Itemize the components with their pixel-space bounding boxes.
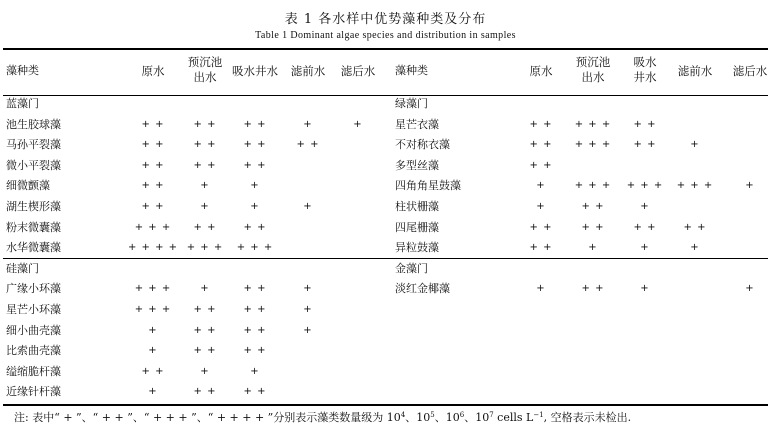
left-row-name: 硅藻门	[6, 261, 39, 275]
right-row-value: +	[536, 201, 546, 212]
right-row-name: 不对称衣藻	[395, 138, 450, 152]
right-row-name: 多型丝藻	[395, 158, 439, 172]
left-row-name: 池生胶球藻	[6, 117, 61, 131]
right-row-value: + +	[529, 118, 553, 130]
note-exp-7: 7	[489, 411, 494, 419]
left-row-value: + + +	[186, 242, 224, 254]
left-row-value: + +	[193, 345, 217, 357]
right-row-value: + +	[633, 139, 657, 151]
left-row-value: + +	[141, 139, 165, 151]
right-row-name: 柱状栅藻	[395, 200, 439, 213]
right-row-value: + +	[529, 242, 553, 254]
left-row-value: + +	[243, 118, 267, 130]
right-row-name: 四尾栅藻	[395, 220, 439, 234]
left-row-value: +	[200, 365, 210, 377]
note-exp-6: 6	[459, 411, 465, 419]
right-row-value: + +	[529, 221, 553, 233]
right-row-value: +	[588, 242, 598, 254]
note-sep-1: 、10	[405, 411, 431, 424]
left-row-name: 马孙平裂藻	[6, 138, 61, 152]
right-row-value: +	[640, 242, 650, 254]
right-row-value: +	[640, 283, 650, 295]
left-row-value: + + +	[134, 283, 172, 295]
note-prefix: 注: 表中“ + ”、“ + + ”、“ + + + ”、“ + + + + ”分别表示藻类数量级为 10	[14, 411, 401, 424]
left-row-value: +	[303, 118, 313, 130]
right-row-value: +	[745, 283, 755, 295]
header-left-col-1: 原水	[141, 64, 165, 78]
left-row-name: 细小曲壳藻	[6, 323, 61, 337]
left-row-value: + +	[193, 221, 217, 233]
left-row-name: 近缘针杆藻	[6, 385, 61, 399]
right-row-value: +	[536, 283, 546, 295]
right-row-value: + + +	[574, 139, 612, 151]
left-row-name: 星芒小环藻	[6, 303, 61, 316]
left-row-value: + +	[193, 324, 217, 336]
right-row-value: + + +	[626, 180, 664, 192]
header-right-col-1: 原水	[529, 64, 553, 78]
header-species-right: 藻种类	[395, 64, 428, 77]
right-row-value: +	[536, 180, 546, 192]
left-row-value: + +	[243, 139, 267, 151]
header-left-col-2: 预沉池 出水	[187, 55, 223, 84]
left-row-value: +	[250, 201, 260, 212]
left-row-value: + +	[243, 221, 267, 233]
right-row-name: 星芒衣藻	[395, 117, 439, 131]
header-right-col-2: 预沉池 出水	[575, 55, 611, 84]
note-sep-3: 、10	[464, 411, 490, 424]
left-row-value: + + + +	[127, 242, 179, 254]
left-row-value: +	[200, 283, 210, 295]
note-exp-4: 4	[400, 411, 406, 419]
left-row-name: 湖生楔形藻	[6, 200, 61, 213]
right-row-value: + + +	[574, 180, 612, 192]
right-row-value: + +	[581, 221, 605, 233]
right-row-value: + +	[529, 159, 553, 171]
right-row-value: +	[690, 139, 700, 151]
right-row-value: + +	[581, 283, 605, 295]
left-row-value: +	[148, 386, 158, 398]
left-row-value: +	[200, 201, 210, 212]
left-row-value: +	[303, 201, 313, 212]
note-sep-2: 、10	[434, 411, 460, 424]
right-row-name: 四角角星鼓藻	[395, 179, 461, 193]
left-row-value: + +	[141, 365, 165, 377]
left-row-value: + + +	[134, 221, 172, 233]
left-row-name: 水华微囊藻	[6, 241, 61, 255]
right-row-value: + +	[633, 118, 657, 130]
left-row-value: +	[303, 304, 313, 315]
header-left-col-4: 滤前水	[290, 64, 326, 78]
table-title-cn: 表 1 各水样中优势藻种类及分布	[284, 12, 487, 27]
table-top-rule	[3, 48, 768, 50]
left-row-value: + +	[193, 386, 217, 398]
header-left-col-5: 滤后水	[340, 64, 376, 78]
left-row-value: +	[200, 180, 210, 192]
header-right-col-3: 吸水 井水	[633, 55, 657, 84]
left-row-value: +	[148, 324, 158, 336]
table-bottom-rule	[3, 404, 768, 406]
left-row-value: + +	[141, 159, 165, 171]
left-row-value: +	[303, 324, 313, 336]
left-row-value: + +	[193, 304, 217, 315]
left-row-name: 粉末微囊藻	[6, 220, 61, 234]
right-row-value: + +	[683, 221, 707, 233]
left-row-value: + +	[296, 139, 320, 151]
right-row-value: +	[690, 242, 700, 254]
left-row-value: + +	[193, 118, 217, 130]
left-row-value: +	[303, 283, 313, 295]
left-row-value: + + +	[134, 304, 172, 315]
note-suffix: , 空格表示未检出.	[543, 411, 632, 424]
left-row-value: +	[250, 180, 260, 192]
note-unit-exp: −1	[533, 411, 544, 419]
header-species-left: 藻种类	[6, 64, 39, 77]
left-row-name: 细微颤藻	[6, 179, 50, 193]
left-row-value: + +	[243, 304, 267, 315]
left-row-value: + +	[141, 180, 165, 192]
left-row-value: + +	[243, 386, 267, 398]
note-unit: cells L	[493, 411, 534, 424]
note-exp-5: 5	[430, 411, 435, 419]
left-row-value: + + +	[236, 242, 274, 254]
right-row-value: +	[640, 201, 650, 212]
right-row-value: + + +	[676, 180, 714, 192]
right-row-name: 金藻门	[395, 261, 428, 275]
header-left-col-3: 吸水井水	[232, 64, 278, 78]
left-row-value: +	[148, 345, 158, 357]
left-row-value: + +	[141, 201, 165, 212]
left-row-name: 微小平裂藻	[6, 158, 61, 172]
table-group-rule	[3, 258, 768, 259]
left-row-value: + +	[243, 345, 267, 357]
table-footnote	[14, 409, 631, 425]
left-row-value: +	[353, 118, 363, 130]
left-row-name: 广缘小环藻	[6, 282, 61, 296]
left-row-value: + +	[243, 324, 267, 336]
right-row-value: + +	[633, 221, 657, 233]
left-row-value: +	[250, 365, 260, 377]
left-row-value: + +	[193, 139, 217, 151]
header-right-col-4: 滤前水	[677, 64, 713, 78]
left-row-name: 蓝藻门	[6, 97, 39, 110]
left-row-name: 比索曲壳藻	[6, 344, 61, 358]
right-row-value: + + +	[574, 118, 612, 130]
left-row-value: + +	[243, 159, 267, 171]
table-header-rule	[3, 95, 768, 96]
right-row-name: 异粒鼓藻	[395, 241, 439, 255]
header-right-col-5: 滤后水	[732, 64, 768, 78]
right-row-name: 淡红金椰藻	[395, 282, 450, 296]
left-row-value: + +	[243, 283, 267, 295]
left-row-value: + +	[141, 118, 165, 130]
table-title-en: Table 1 Dominant algae species and distribution in samples	[255, 30, 516, 41]
right-row-name: 绿藻门	[395, 97, 428, 110]
right-row-value: +	[745, 180, 755, 192]
right-row-value: + +	[581, 201, 605, 212]
left-row-value: + +	[193, 159, 217, 171]
right-row-value: + +	[529, 139, 553, 151]
left-row-name: 缢缩脆杆藻	[6, 364, 61, 378]
